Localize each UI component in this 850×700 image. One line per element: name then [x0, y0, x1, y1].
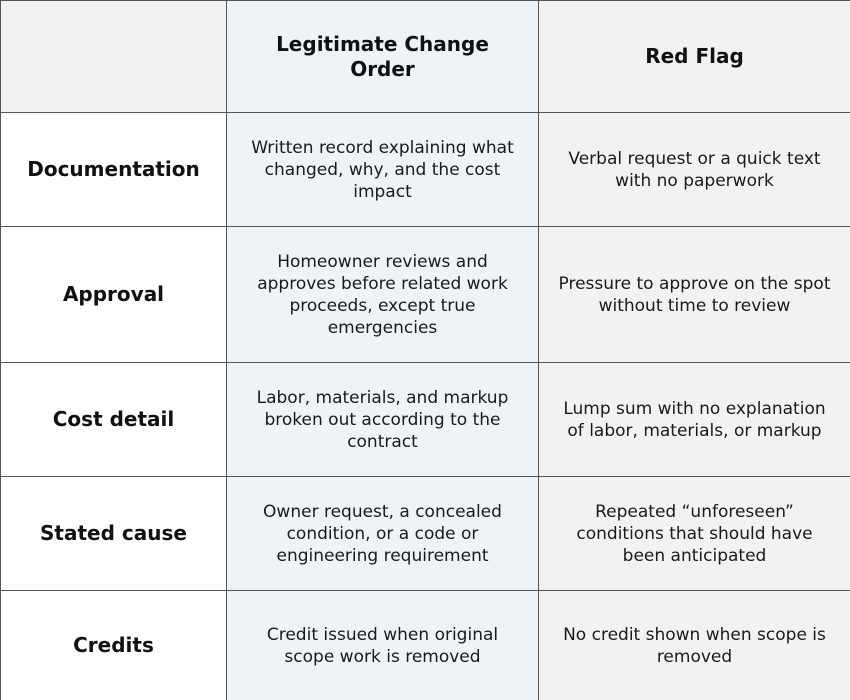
- legitimate-cell: Labor, materials, and markup broken out according to the contract: [227, 363, 539, 477]
- table-row: [1, 227, 850, 363]
- red-flag-cell: Lump sum with no explanation of labor, materials, or markup: [539, 363, 850, 477]
- header-row: [1, 1, 850, 113]
- red-flag-cell: Repeated “unforeseen” conditions that should have been anticipated: [539, 477, 850, 591]
- corner-header: [1, 1, 227, 113]
- table-row: [1, 363, 850, 477]
- legitimate-column-header: Legitimate Change Order: [227, 1, 539, 113]
- red-flag-column-header: Red Flag: [539, 1, 850, 113]
- red-flag-cell: Verbal request or a quick text with no paperwork: [539, 113, 850, 227]
- red-flag-cell: Pressure to approve on the spot without time to review: [539, 227, 850, 363]
- row-label-credits: Credits: [1, 591, 227, 700]
- legitimate-cell: Written record explaining what changed, why, and the cost impact: [227, 113, 539, 227]
- table-row: [1, 591, 850, 700]
- legitimate-cell: Homeowner reviews and approves before related work proceeds, except true emergencies: [227, 227, 539, 363]
- row-label-stated-cause: Stated cause: [1, 477, 227, 591]
- table-row: [1, 477, 850, 591]
- row-label-approval: Approval: [1, 227, 227, 363]
- row-label-cost-detail: Cost detail: [1, 363, 227, 477]
- red-flag-cell: No credit shown when scope is removed: [539, 591, 850, 700]
- legitimate-cell: Owner request, a concealed condition, or a code or engineering requirement: [227, 477, 539, 591]
- table-row: [1, 113, 850, 227]
- row-label-documentation: Documentation: [1, 113, 227, 227]
- legitimate-cell: Credit issued when original scope work is removed: [227, 591, 539, 700]
